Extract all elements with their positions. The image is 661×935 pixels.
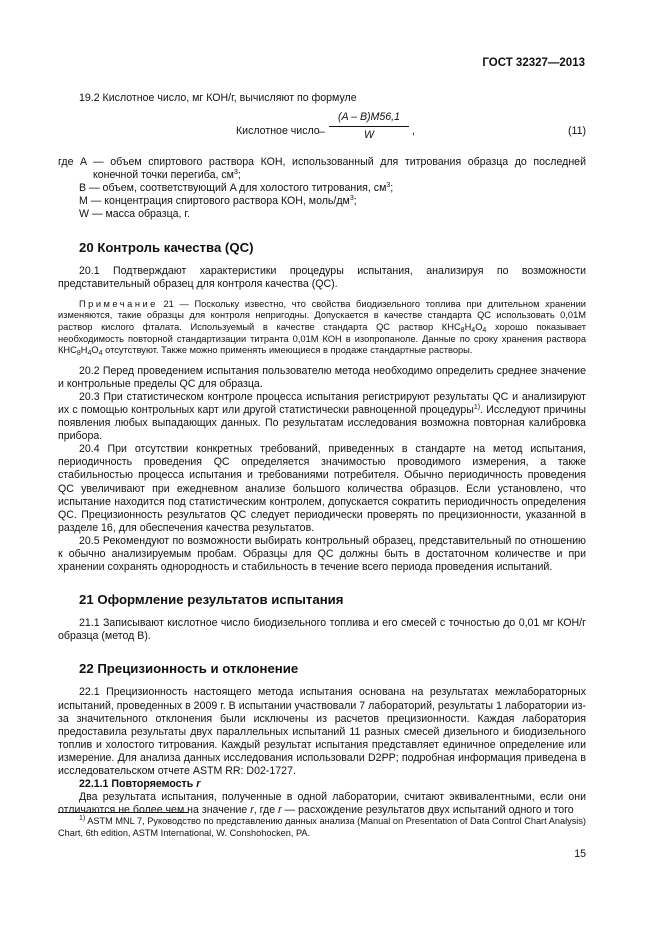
legend-W: W — масса образца, г. [79, 208, 190, 221]
formula-fraction [329, 111, 409, 142]
legend-B: B — объем, соответствующий A для холостого титрования, $см^3$; [79, 182, 394, 195]
formula-denominator: W [364, 129, 374, 142]
section-22-title: 22 Прецизионность и отклонение [79, 661, 299, 677]
note-21: Примечание 21 — Поскольку известно, что свойства биодизельного топлива при длительном хранении изменяются, такие образцы для контроля непригодны. Допускается в качестве стандарта QC использовать 0,01M раствор кислого фталата. Используемый в качестве стандарта QC раствор $КНС_8Н_4О_4$ хорошо показывает необходимость повторной стандартизации титранта 0,01M КОН в изопропаноле. Данные по сроку хранения раствора $КНС_8Н_4О_4$ отсутствуют. Также можно применять имеющиеся в продаже стандартные растворы. [58, 298, 586, 358]
clause-22-1: 22.1 Прецизионность настоящего метода испытания основана на результатах межлабораторных испытаний, проведенных в 2009 г. В испытании участвовали 7 лабораторий, результаты 1 лаборатории из-за значительного отклонения были исключены из расчетов прецизионности. Каждая лаборатория предоставила результаты двух параллельных испытаний 11 разных смесей дизельного и биодизельного топлив и холостого титрования. Каждый результат испытания представляет единичное определение или измерение. Для анализа данных исследования использовали D2PP; подробная информация приведена в исследовательском отчете ASTM RR: D02-1727. [58, 686, 586, 777]
footnote-1: $^{1)}$ ASTM MNL 7, Руководство по представлению данных анализа (Manual on Presentation of Data Control Chart Analysis) Chart, 6th edition, ASTM International, W. Conshohocken, PA. [58, 815, 586, 838]
main-content [58, 92, 586, 817]
section-21-title: 21 Оформление результатов испытания [79, 592, 344, 608]
formula-numerator: (A – B)M56,1 [329, 111, 409, 127]
clause-19-2: 19.2 Кислотное число, мг КОН/г, вычисляют по формуле [79, 92, 357, 104]
formula-comma: , [412, 125, 415, 138]
formula-legend [58, 156, 586, 221]
legend-A: где A — объем спиртового раствора КОН, использованный для титрования образца до последней конечной точки перегиба, $см^3$; [58, 156, 586, 182]
formula-number: (11) [567, 125, 586, 138]
formula-minus: – [319, 126, 325, 139]
standard-header: ГОСТ 32327—2013 [482, 57, 585, 69]
clause-20-4: 20.4 При отсутствии конкретных требований, приведенных в стандарте на метод испытания, периодичность проведения QC определяется значимостью проводимого измерения, а также стабильностью процесса испытания и требованиями потребителя. Обычно периодичность проведения QC увеличивают при ежедневном анализе большого количества образцов. Если установлено, что испытание находится под статистическим контролем, допускается сократить периодичность определения QC. Прецизионность результатов QC следует периодически проверять по прецизионности, указанной в разделе 16, для обеспечения качества результатов. [58, 443, 586, 534]
note-label: Примечание [79, 298, 158, 309]
footnotes [58, 812, 586, 840]
formula-label: Кислотное число [236, 125, 320, 138]
formula-11 [58, 111, 586, 151]
clause-20-1: 20.1 Подтверждают характеристики процедуры испытания, анализируя по возможности представительный образец для контроля качества (QC). [58, 264, 586, 290]
clause-21-1: 21.1 Записывают кислотное число биодизельного топлива и его смесей с точностью до 0,01 мг КОН/г образца (метод B). [58, 617, 586, 643]
clause-20-3: 20.3 При статистическом контроле процесса испытания регистрируют результаты QC и анализируют их с помощью контрольных карт или другой статистически равноценной процедуры$^{1)}$. Исследуют причины появления любых выпадающих данных. По результатам исследования возможна повторная калибровка прибора. [58, 390, 586, 443]
footnote-divider [58, 812, 188, 813]
legend-M: M — концентрация спиртового раствора КОН, моль/$дм^3$; [79, 195, 357, 208]
section-20-title: 20 Контроль качества (QC) [79, 239, 254, 255]
footnote-ref: 1) [473, 404, 481, 411]
clause-20-5: 20.5 Рекомендуют по возможности выбирать контрольный образец, представительный по отношению к обычно анализируемым пробам. Образцы для QC должны быть в достаточном количестве и при хранении сохранять однородность и стабильность в течение всего периода проведения испытаний. [58, 534, 586, 574]
clause-22-1-1-text: Два результата испытания, полученные в одной лаборатории, считают эквивалентными, если они отличаются не более чем на значение r, где r — расхождение результатов двух испытаний одного и того [58, 791, 586, 817]
page-number: 15 [574, 848, 586, 860]
clause-22-1-1-title: 22.1.1 Повторяемость r [79, 778, 201, 791]
clause-20-2: 20.2 Перед проведением испытания пользователю метода необходимо определить среднее значение и контрольные пределы QC для образца. [58, 364, 586, 390]
